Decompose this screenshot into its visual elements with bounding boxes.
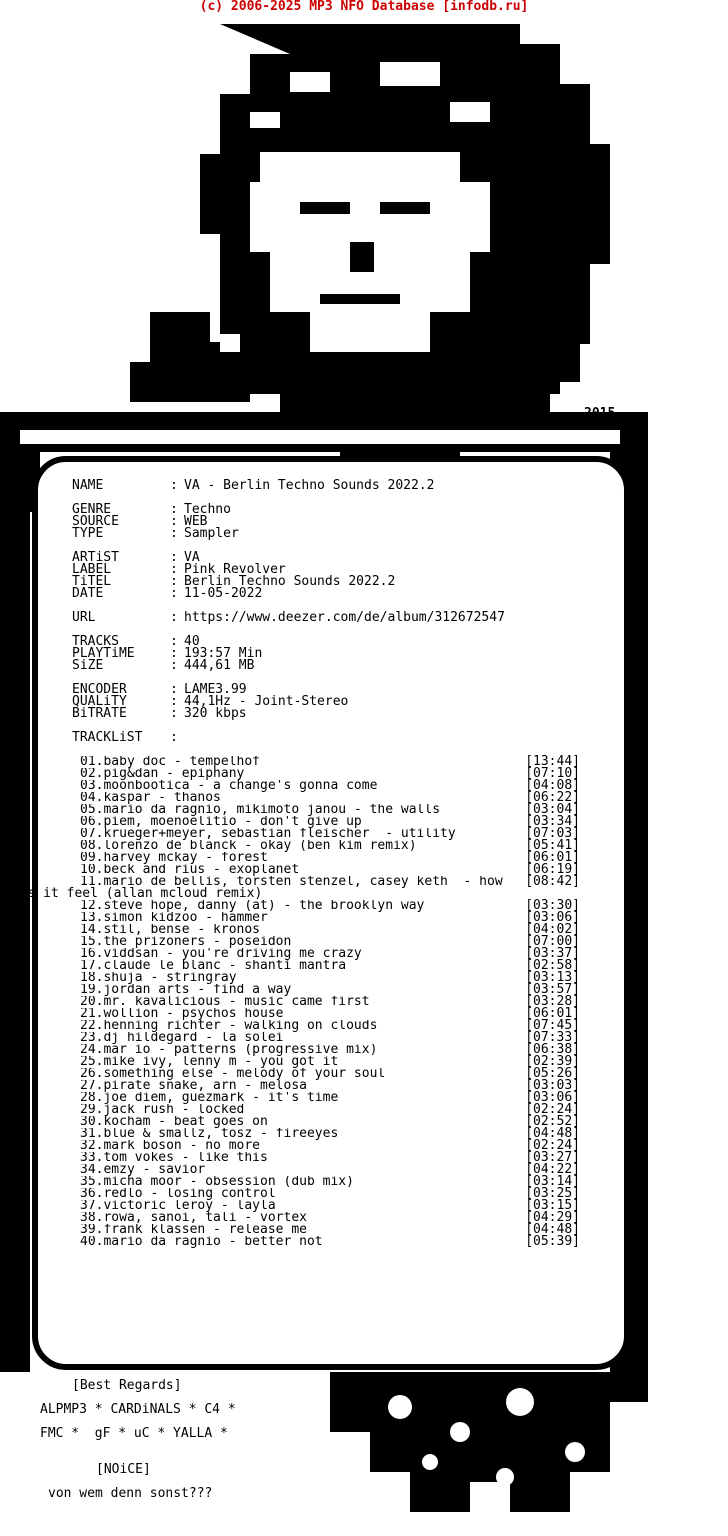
track-duration: [03:13] (525, 970, 580, 985)
track-duration: [03:14] (525, 1174, 580, 1189)
track-duration: [03:15] (525, 1198, 580, 1213)
track-title: 37.victoric leroy - layla (80, 1200, 276, 1212)
track-duration: [03:03] (525, 1078, 580, 1093)
info-row (72, 576, 505, 588)
noice-line: [NOiCE] (96, 1462, 151, 1477)
info-separator: : (170, 586, 178, 601)
info-value: 40 (184, 634, 200, 649)
track-duration: [06:19] (525, 862, 580, 877)
track-duration: [02:58] (525, 958, 580, 973)
info-value: https://www.deezer.com/de/album/312672547 (184, 610, 505, 625)
info-key: TRACKS (72, 634, 119, 649)
track-row (80, 1212, 580, 1224)
track-duration: [06:22] (525, 790, 580, 805)
track-duration: [13:44] (525, 754, 580, 769)
track-title: 35.micha moor - obsession (dub mix) (80, 1176, 354, 1188)
info-separator: : (170, 646, 178, 661)
info-key: ARTiST (72, 550, 119, 565)
info-key: BiTRATE (72, 706, 127, 721)
track-row (80, 840, 580, 852)
track-duration: [03:25] (525, 1186, 580, 1201)
track-duration: [02:39] (525, 1054, 580, 1069)
track-row (80, 1140, 580, 1152)
track-duration: [07:10] (525, 766, 580, 781)
info-value: 11-05-2022 (184, 586, 263, 601)
info-key: GENRE (72, 502, 112, 517)
track-duration: [04:48] (525, 1126, 580, 1141)
track-title: 20.mr. kavalicious - music came first (80, 996, 370, 1008)
track-title: 38.rowa, sanoi, tali - vortex (80, 1212, 307, 1224)
track-row (80, 864, 580, 876)
track-duration: [04:29] (525, 1210, 580, 1225)
info-row (72, 612, 505, 624)
track-title: 33.tom vokes - like this (80, 1152, 268, 1164)
info-key: DATE (72, 586, 104, 601)
closing-line: von wem denn sonst??? (48, 1486, 213, 1501)
info-separator: : (170, 526, 178, 541)
track-duration: [03:37] (525, 946, 580, 961)
track-row (80, 984, 580, 996)
info-row (72, 528, 505, 540)
info-value: WEB (184, 514, 208, 529)
track-title: 01.baby doc - tempelhof (80, 756, 261, 768)
badge-since: SiNCE (546, 418, 586, 433)
track-title: 39.frank klassen - release me (80, 1224, 307, 1236)
track-row (80, 960, 580, 972)
info-separator: : (170, 706, 178, 721)
info-value: 44,1Hz - Joint-Stereo (184, 694, 349, 709)
track-row (80, 1032, 580, 1044)
track-title: 27.pirate snake, arn - melosa (80, 1080, 307, 1092)
track-title: 08.lorenzo de blanck - okay (ben kim remix) (80, 840, 417, 852)
info-row (72, 480, 505, 492)
track-title: 18.shuja - stringray (80, 972, 237, 984)
track-duration: [02:24] (525, 1138, 580, 1153)
track-duration: [06:01] (525, 850, 580, 865)
track-duration: [03:27] (525, 1150, 580, 1165)
track-title: 11.mario de bellis, torsten stenzel, casey keth - how (80, 876, 503, 888)
info-key: SiZE (72, 658, 104, 673)
track-row (80, 1092, 580, 1104)
track-row (80, 1128, 580, 1140)
track-title: 05.mario da ragnio, mikimoto janou - the walls (80, 804, 441, 816)
track-row (80, 1200, 580, 1212)
track-row (80, 828, 580, 840)
info-separator: : (170, 574, 178, 589)
track-duration: [03:57] (525, 982, 580, 997)
track-duration: [03:28] (525, 994, 580, 1009)
track-row (80, 912, 580, 924)
track-title: 06.piem, moenoelitio - don't give up (80, 816, 362, 828)
track-row (80, 924, 580, 936)
info-separator: : (170, 658, 178, 673)
track-title: 19.jordan arts - find a way (80, 984, 292, 996)
track-row (80, 996, 580, 1008)
track-row (80, 1224, 580, 1236)
info-separator: : (170, 634, 178, 649)
track-row (80, 816, 580, 828)
track-row (80, 1152, 580, 1164)
track-title: 12.steve hope, danny (at) - the brooklyn way (80, 900, 425, 912)
track-duration: [03:04] (525, 802, 580, 817)
regards-line: [Best Regards] (72, 1378, 182, 1393)
track-title: 23.dj hildegard - la solei (80, 1032, 284, 1044)
info-key: SOURCE (72, 514, 119, 529)
track-row (80, 804, 580, 816)
info-row (72, 648, 505, 660)
track-duration: [02:24] (525, 1102, 580, 1117)
track-title: 34.emzy - savior (80, 1164, 206, 1176)
info-row (72, 708, 505, 720)
track-row (80, 1236, 580, 1248)
track-title: 14.stil, bense - kronos (80, 924, 261, 936)
track-row (80, 948, 580, 960)
track-title: 02.pig&dan - epiphany (80, 768, 245, 780)
info-separator: : (170, 478, 178, 493)
track-title: 36.redlo - losing control (80, 1188, 276, 1200)
track-row (80, 1008, 580, 1020)
info-separator: : (170, 514, 178, 529)
info-separator: : (170, 730, 178, 745)
info-value: 193:57 Min (184, 646, 263, 661)
track-title: 09.harvey mckay - forest (80, 852, 268, 864)
track-duration: [04:22] (525, 1162, 580, 1177)
track-title: 17.claude le blanc - shanti mantra (80, 960, 347, 972)
track-row (80, 756, 580, 768)
track-duration: [03:06] (525, 910, 580, 925)
info-value: LAME3.99 (184, 682, 247, 697)
info-key: PLAYTiME (72, 646, 135, 661)
track-title: 13.simon kidzoo - hammer (80, 912, 268, 924)
info-value: VA (184, 550, 200, 565)
track-title: 30.kocham - beat goes on (80, 1116, 268, 1128)
info-row (72, 516, 505, 528)
info-row (72, 732, 505, 744)
track-duration: [07:03] (525, 826, 580, 841)
track-row (80, 1116, 580, 1128)
info-value: 444,61 MB (184, 658, 255, 673)
release-info (72, 480, 505, 744)
info-separator: : (170, 502, 178, 517)
track-title: 22.henning richter - walking on clouds (80, 1020, 378, 1032)
info-separator: : (170, 682, 178, 697)
track-title: 28.joe diem, guezmark - it's time (80, 1092, 339, 1104)
info-row (72, 660, 505, 672)
info-value: Pink Revolver (184, 562, 286, 577)
track-title: 21.wollion - psychos house (80, 1008, 284, 1020)
track-duration: [04:48] (525, 1222, 580, 1237)
info-row (72, 696, 505, 708)
track-title: 32.mark boson - no more (80, 1140, 261, 1152)
info-value: Berlin Techno Sounds 2022.2 (184, 574, 396, 589)
track-row (80, 768, 580, 780)
track-title: 16.viddsan - you're driving me crazy (80, 948, 362, 960)
track-duration: [07:00] (525, 934, 580, 949)
info-row (72, 636, 505, 648)
track-row (80, 1188, 580, 1200)
track-row (80, 972, 580, 984)
track-row (80, 780, 580, 792)
track-row (80, 852, 580, 864)
track-title: 31.blue & smallz, tosz - fireeyes (80, 1128, 339, 1140)
track-duration: [06:01] (525, 1006, 580, 1021)
track-row (80, 936, 580, 948)
info-value: VA - Berlin Techno Sounds 2022.2 (184, 478, 435, 493)
track-row (80, 900, 580, 912)
track-title: 25.mike ivy, lenny m - you got it (80, 1056, 339, 1068)
track-row (80, 1020, 580, 1032)
track-title-continuation: does it feel (allan mcloud remix) (4, 886, 263, 901)
track-row (80, 792, 580, 804)
info-key: TYPE (72, 526, 104, 541)
track-row (80, 1080, 580, 1092)
badge-year: 2015 (584, 406, 616, 421)
info-value: Techno (184, 502, 231, 517)
info-key: ENCODER (72, 682, 127, 697)
info-separator: : (170, 562, 178, 577)
track-duration: [07:33] (525, 1030, 580, 1045)
info-value: Sampler (184, 526, 239, 541)
track-row (80, 1056, 580, 1068)
track-duration: [06:38] (525, 1042, 580, 1057)
track-duration: [02:52] (525, 1114, 580, 1129)
info-key: TRACKLiST (72, 730, 143, 745)
info-key: TiTEL (72, 574, 112, 589)
info-separator: : (170, 550, 178, 565)
info-row (72, 504, 505, 516)
track-duration: [05:41] (525, 838, 580, 853)
track-row (80, 1164, 580, 1176)
track-row (80, 1104, 580, 1116)
track-duration: [05:26] (525, 1066, 580, 1081)
info-key: URL (72, 610, 96, 625)
info-row (72, 552, 505, 564)
track-title: 03.moonbootica - a change's gonna come (80, 780, 378, 792)
info-value: 320 kbps (184, 706, 247, 721)
track-title: 07.krueger+meyer, sebastian fleischer - utility (80, 828, 456, 840)
track-title: 10.beck and rius - exoplanet (80, 864, 300, 876)
track-duration: [04:08] (525, 778, 580, 793)
track-row (80, 1068, 580, 1080)
track-duration: [05:39] (525, 1234, 580, 1249)
info-separator: : (170, 610, 178, 625)
track-duration: [03:30] (525, 898, 580, 913)
info-key: LABEL (72, 562, 112, 577)
site-header: (c) 2006-2025 MP3 NFO Database [infodb.ru] (199, 0, 529, 14)
track-title: 26.something else - melody of your soul (80, 1068, 386, 1080)
track-duration: [03:06] (525, 1090, 580, 1105)
track-duration: [03:34] (525, 814, 580, 829)
track-title: 24.mar io - patterns (progressive mix) (80, 1044, 378, 1056)
info-row (72, 588, 505, 600)
info-key: NAME (72, 478, 104, 493)
track-title: 15.the prizoners - poseidon (80, 936, 292, 948)
track-duration: [04:02] (525, 922, 580, 937)
track-duration: [08:42] (525, 874, 580, 889)
track-title: 40.mario da ragnio - better not (80, 1236, 323, 1248)
track-row (80, 1176, 580, 1188)
info-key: QUALiTY (72, 694, 127, 709)
track-row (80, 1044, 580, 1056)
info-separator: : (170, 694, 178, 709)
groups-line-2: FMC * gF * uC * YALLA * (40, 1426, 228, 1441)
track-duration: [07:45] (525, 1018, 580, 1033)
track-title: 04.kaspar - thanos (80, 792, 221, 804)
track-title: 29.jack rush - locked (80, 1104, 245, 1116)
groups-line-1: ALPMP3 * CARDiNALS * C4 * (40, 1402, 236, 1417)
tracklist (4, 754, 580, 1249)
